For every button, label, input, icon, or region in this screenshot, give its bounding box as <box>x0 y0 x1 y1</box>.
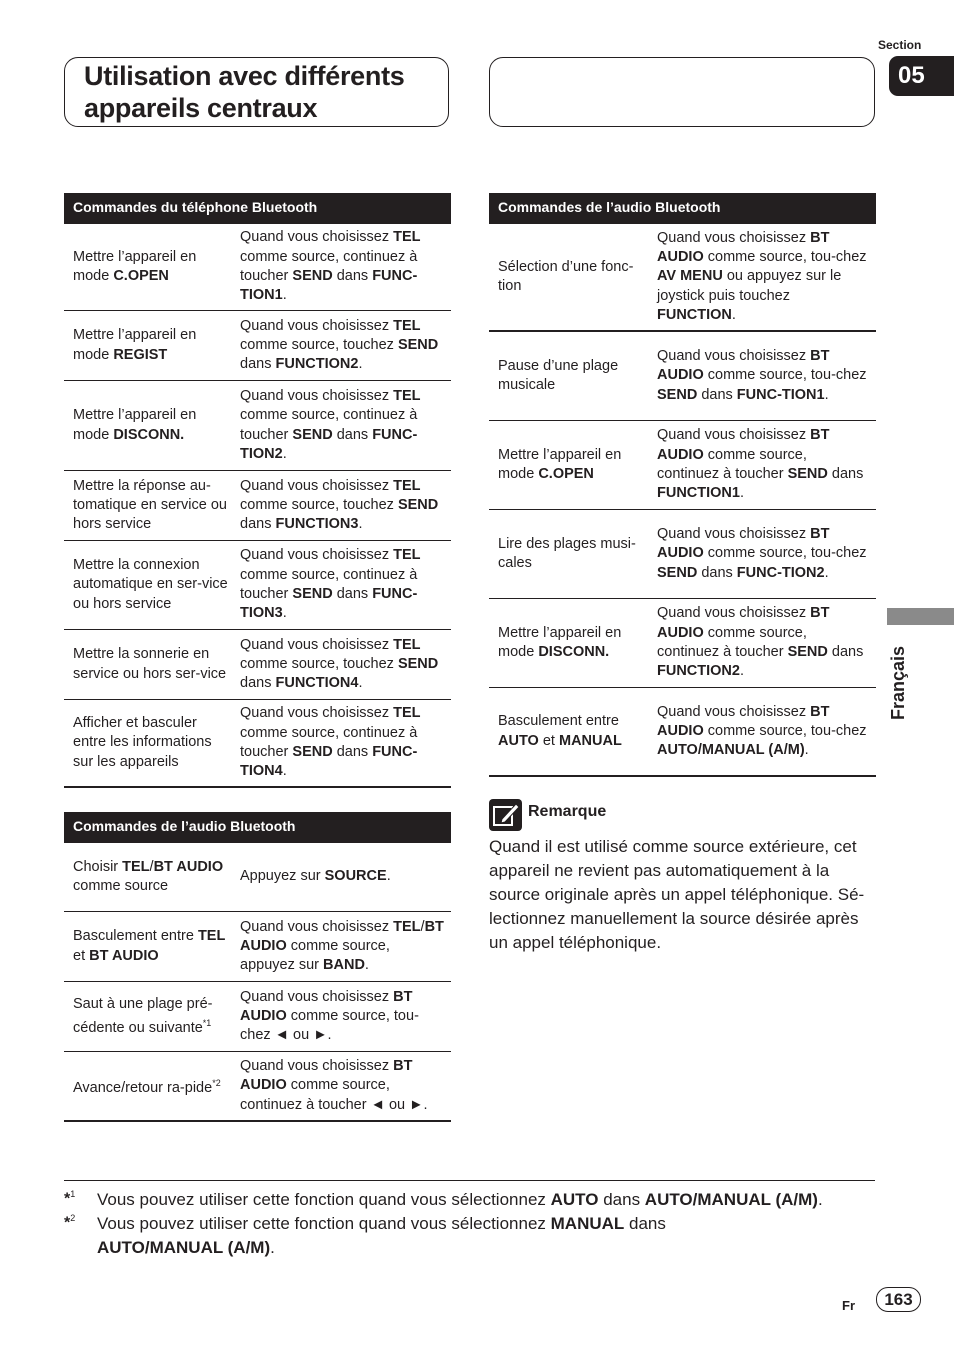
table-row <box>489 332 876 421</box>
note-title: Remarque <box>528 803 607 820</box>
table-cell-action: Avance/retour ra-pide$^{*2}$ <box>73 1077 221 1096</box>
footnote-divider <box>64 1180 875 1181</box>
table-cell-action: Pause d’une plage musicale <box>498 357 619 393</box>
empty-frame <box>489 57 875 127</box>
section-label: Section <box>878 38 922 52</box>
table-cell-action: Mettre la sonnerie en service ou hors ser-vice <box>73 646 227 682</box>
pencil-note-icon <box>489 799 522 831</box>
table-cell-procedure: Quand vous choisissez TEL comme source, touchez SEND dans FUNCTION2. <box>240 317 439 373</box>
table-cell-procedure: Quand vous choisissez BT AUDIO comme source, tou-chez SEND dans FUNC-TION2. <box>657 526 867 581</box>
table-cell-action: Mettre l’appareil en mode C.OPEN <box>73 248 197 284</box>
table-cell-procedure: Quand vous choisissez TEL comme source, continuez à toucher SEND dans FUNC-TION4. <box>240 705 421 780</box>
table-heading: Commandes de l’audio Bluetooth <box>64 812 451 841</box>
table-row <box>64 311 451 381</box>
table-cell-action: Saut à une plage pré-cédente ou suivante$^{*1}$ <box>73 995 213 1036</box>
table-row <box>489 688 876 777</box>
table-cell-action: Lire des plages musi-cales <box>498 535 636 571</box>
page-title <box>84 60 405 124</box>
table-cell-procedure: Quand vous choisissez BT AUDIO comme source, tou-chez AUTO/MANUAL (A/M). <box>657 703 867 759</box>
table-row <box>489 599 876 688</box>
table-row <box>64 1052 451 1122</box>
page-number: 163 <box>876 1287 921 1312</box>
table-row <box>64 982 451 1052</box>
table-cell-procedure: Quand vous choisissez BT AUDIO comme source, continuez à toucher SEND dans FUNCTION1. <box>657 427 864 502</box>
table-cell-procedure: Quand vous choisissez TEL/BT AUDIO comme source, appuyez sur BAND. <box>240 918 444 974</box>
table-row <box>64 471 451 541</box>
table-row <box>489 510 876 599</box>
table-cell-action: Basculement entre AUTO et MANUAL <box>498 713 622 749</box>
table-row <box>64 912 451 982</box>
table-cell-procedure: Quand vous choisissez TEL comme source, touchez SEND dans FUNCTION3. <box>240 477 439 533</box>
page-title-line1: Utilisation avec différents <box>84 61 405 91</box>
table-cell-action: Mettre l’appareil en mode C.OPEN <box>498 446 622 482</box>
table-cell-action: Choisir TEL/BT AUDIO comme source <box>73 858 224 894</box>
table-cell-procedure: Quand vous choisissez TEL comme source, touchez SEND dans FUNCTION4. <box>240 636 439 692</box>
table-cell-procedure: Quand vous choisissez TEL comme source, continuez à toucher SEND dans FUNC-TION2. <box>240 387 421 462</box>
table-cell-procedure: Quand vous choisissez TEL comme source, continuez à toucher SEND dans FUNC-TION3. <box>240 547 421 622</box>
table-cell-action: Mettre l’appareil en mode DISCONN. <box>498 624 622 660</box>
note-body: Quand il est utilisé comme source extérieure, cet appareil ne revient pas automatiquement à la source originale après un appel téléphonique. Sé-lectionnez manuellement la source désirée après un appel téléphonique. <box>489 837 865 952</box>
table-row <box>64 630 451 700</box>
table-heading: Commandes de l’audio Bluetooth <box>489 193 876 222</box>
table-audio-commands-left <box>64 812 451 1122</box>
table-cell-action: Sélection d’une fonc-tion <box>498 258 634 294</box>
table-cell-procedure: Quand vous choisissez BT AUDIO comme source, continuez à toucher ◄ ou ►. <box>240 1058 428 1113</box>
table-cell-action: Basculement entre TEL et BT AUDIO <box>73 928 226 964</box>
table-cell-procedure: Quand vous choisissez BT AUDIO comme source, tou-chez ◄ ou ►. <box>240 988 419 1044</box>
table-cell-action: Mettre l’appareil en mode DISCONN. <box>73 407 197 443</box>
table-row <box>64 841 451 912</box>
table-cell-procedure: Quand vous choisissez BT AUDIO comme source, tou-chez SEND dans FUNC-TION1. <box>657 348 867 403</box>
table-telephone-commands <box>64 193 451 788</box>
table-cell-action: Mettre la réponse au-tomatique en service ou hors service <box>73 477 227 533</box>
table-row <box>489 421 876 510</box>
table-cell-procedure: Appuyez sur SOURCE. <box>240 868 391 885</box>
table-heading: Commandes du téléphone Bluetooth <box>64 193 451 222</box>
table-row <box>489 222 876 332</box>
table-row <box>64 222 451 311</box>
language-tab-marker <box>887 608 954 625</box>
table-cell-action: Mettre l’appareil en mode REGIST <box>73 327 197 363</box>
table-cell-procedure: Quand vous choisissez TEL comme source, continuez à toucher SEND dans FUNC-TION1. <box>240 229 421 304</box>
page-title-line2: appareils centraux <box>84 93 318 123</box>
table-cell-action: Mettre la connexion automatique en ser-vice ou hors service <box>73 557 228 612</box>
table-row <box>64 700 451 788</box>
language-code: Fr <box>842 1298 855 1313</box>
table-row <box>64 541 451 630</box>
language-tab-label: Français <box>888 645 908 720</box>
table-cell-procedure: Quand vous choisissez BT AUDIO comme source, continuez à toucher SEND dans FUNCTION2. <box>657 605 864 680</box>
table-cell-procedure: Quand vous choisissez BT AUDIO comme source, tou-chez AV MENU ou appuyez sur le joystick puis touchez FUNCTION. <box>657 229 867 323</box>
section-number-badge: 05 <box>889 56 954 96</box>
table-row <box>64 381 451 471</box>
table-cell-action: Afficher et basculer entre les informations sur les appareils <box>73 715 212 770</box>
table-audio-commands-right <box>489 193 876 777</box>
